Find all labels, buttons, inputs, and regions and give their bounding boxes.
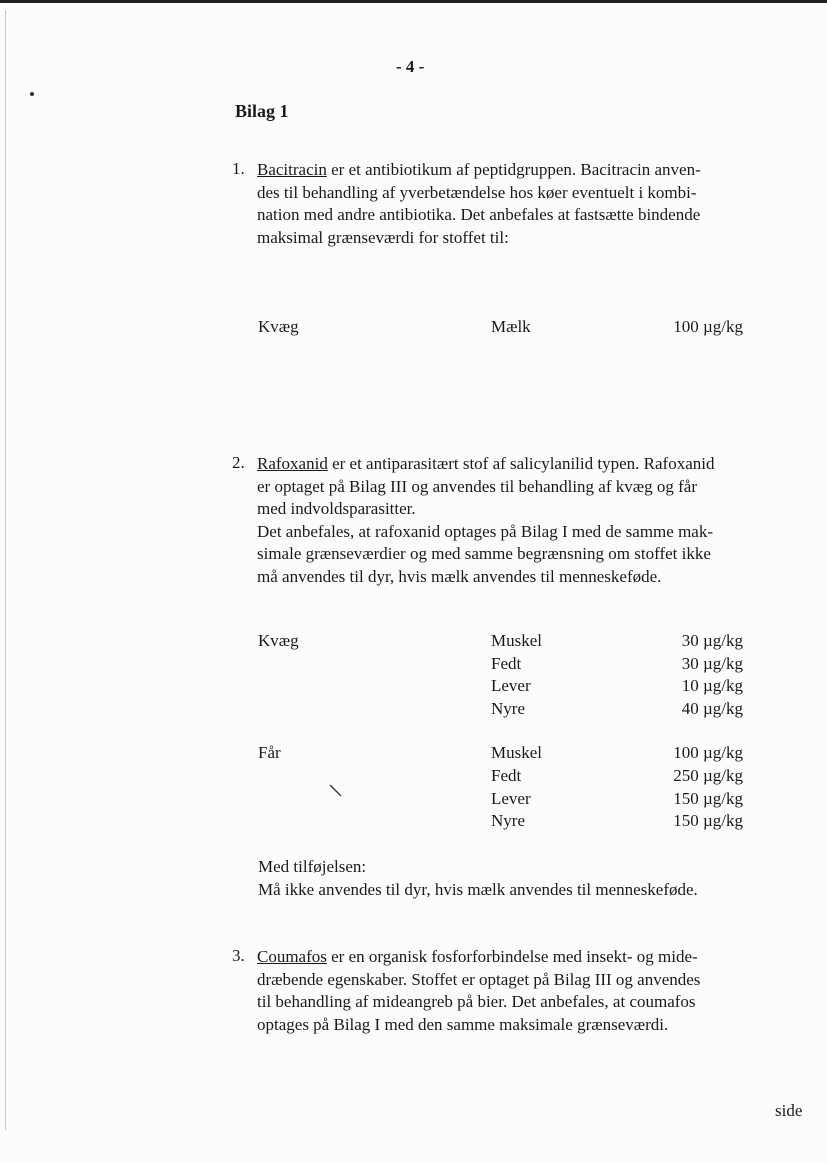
top-border-line: [0, 0, 827, 3]
value-cell: 100 µg/kg: [673, 743, 743, 762]
substance-name: Coumafos: [257, 947, 327, 966]
table-row: [0, 743, 827, 765]
item-line: des til behandling af yverbetændelse hos køer eventuelt i kombi-: [257, 182, 697, 202]
item-line: må anvendes til dyr, hvis mælk anvendes til menneskeføde.: [257, 566, 662, 586]
tissue-cell: Nyre: [491, 811, 525, 830]
item-text: [257, 159, 762, 249]
tissue-cell: Mælk: [491, 317, 531, 336]
value-cell: 10 µg/kg: [681, 676, 743, 695]
footer-side-label: side: [775, 1101, 803, 1120]
item-coumafos: [232, 946, 762, 1036]
value-cell: 40 µg/kg: [681, 699, 743, 718]
animal-cell: Får: [258, 743, 281, 762]
item-line: Coumafos er en organisk fosforforbindelse med insekt- og mide-: [257, 947, 698, 966]
addendum-note: [258, 855, 778, 901]
item-number: 3.: [232, 946, 245, 965]
item-text: [257, 946, 762, 1036]
table-row: [0, 676, 827, 698]
tissue-cell: Fedt: [491, 766, 522, 785]
tissue-cell: Lever: [491, 789, 531, 808]
tissue-cell: Muskel: [491, 743, 542, 762]
item-line: Rafoxanid er et antiparasitært stof af salicylanilid typen. Rafoxanid: [257, 454, 715, 473]
scan-speck: [30, 92, 34, 96]
tissue-cell: Lever: [491, 676, 531, 695]
substance-name: Bacitracin: [257, 160, 327, 179]
item-line: nation med andre antibiotika. Det anbefales at fastsætte bindende: [257, 205, 701, 224]
value-cell: 30 µg/kg: [681, 631, 743, 650]
substance-name: Rafoxanid: [257, 454, 328, 473]
item-number: 1.: [232, 159, 245, 178]
table-row: [0, 317, 827, 339]
page-heading: Bilag 1: [235, 101, 289, 121]
item-line: simale grænseværdier og med samme begrænsning om stoffet ikke: [257, 544, 711, 563]
item-line: med indvoldsparasitter.: [257, 499, 416, 518]
table-row: [0, 789, 827, 811]
item-line: til behandling af mideangreb på bier. Det anbefales, at coumafos: [257, 992, 696, 1011]
page-number: - 4 -: [396, 57, 425, 76]
note-line: Med tilføjelsen:: [258, 857, 367, 876]
table-row: [0, 699, 827, 721]
table-row: [0, 811, 827, 833]
item-line: er optaget på Bilag III og anvendes til behandling af kvæg og får: [257, 476, 697, 496]
item-rafoxanid: [232, 453, 762, 588]
table-row: [0, 631, 827, 653]
value-cell: 250 µg/kg: [673, 766, 743, 785]
pen-mark: [328, 783, 344, 799]
animal-cell: Kvæg: [258, 317, 299, 336]
value-cell: 30 µg/kg: [681, 654, 743, 673]
item-line: maksimal grænseværdi for stoffet til:: [257, 227, 509, 247]
tissue-cell: Muskel: [491, 631, 542, 650]
item-line: dræbende egenskaber. Stoffet er optaget på Bilag III og anvendes: [257, 969, 701, 989]
tissue-cell: Nyre: [491, 699, 525, 718]
item-line: Bacitracin er et antibiotikum af peptidgruppen. Bacitracin anven-: [257, 160, 701, 179]
item-number: 2.: [232, 453, 245, 472]
left-border-line: [5, 10, 6, 1130]
table-row: [0, 654, 827, 676]
item-text: [257, 453, 762, 588]
item-bacitracin: [232, 159, 762, 249]
value-cell: 100 µg/kg: [673, 317, 743, 336]
value-cell: 150 µg/kg: [673, 811, 743, 830]
item-line: Det anbefales, at rafoxanid optages på Bilag I med de samme mak-: [257, 521, 713, 541]
tissue-cell: Fedt: [491, 654, 522, 673]
animal-cell: Kvæg: [258, 631, 299, 650]
value-cell: 150 µg/kg: [673, 789, 743, 808]
item-line: optages på Bilag I med den samme maksimale grænseværdi.: [257, 1014, 669, 1034]
table-row: [0, 766, 827, 788]
note-line: Må ikke anvendes til dyr, hvis mælk anvendes til menneskeføde.: [258, 880, 698, 899]
